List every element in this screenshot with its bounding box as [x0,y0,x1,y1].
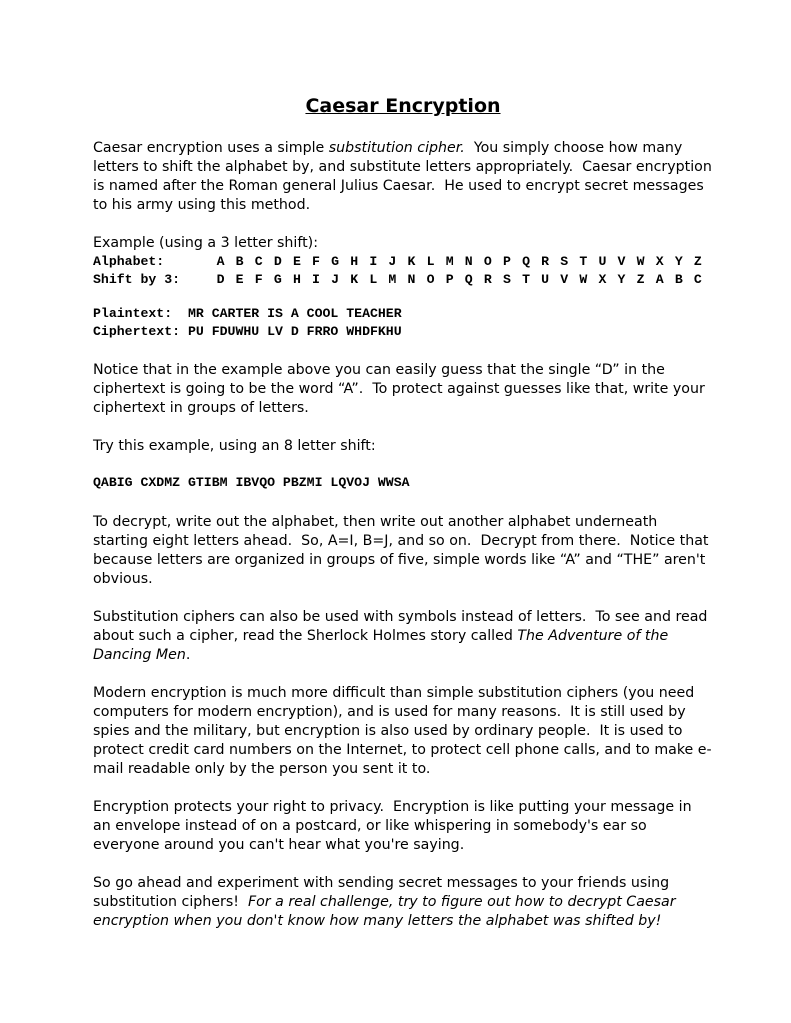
alphabet-letter: L [426,254,435,269]
shift-row-label: Shift by 3: [93,272,181,287]
alphabet-letter: F [312,254,320,269]
modern-paragraph: Modern encryption is much more difficult than simple substitution ciphers (you need computers for modern encryption), and is used for many reasons. It is still used by spies and the military, but encryption is also used by ordinary people. It is used to protect credit card numbers on the Internet, to protect cell phone calls, and to make e-mail readable only by the person you sent it to. [93,685,712,777]
alphabet-letter: S [560,254,569,269]
shifted-letter: I [312,272,320,287]
alphabet-letter: J [388,254,397,269]
plaintext-ciphertext-block [93,305,713,341]
shifted-letter: F [254,272,263,287]
alphabet-letter: N [464,254,473,269]
symbols-paragraph [93,608,713,665]
symbols-text-2: . [185,647,191,663]
alphabet-letter: Q [522,254,530,269]
closing-paragraph [93,874,713,931]
alphabet-letter: X [655,254,664,269]
shifted-letter: T [522,272,530,287]
shifted-letter: B [674,272,683,287]
alphabet-row [93,253,713,271]
shifted-letter: V [560,272,569,287]
shift-letters [217,271,713,289]
symbols-text-1: Substitution ciphers can also be used with symbols instead of letters. To see and read about such a cipher, read the Sherlock Holmes story called [93,609,712,644]
shift-row [93,271,713,289]
shifted-letter: J [331,272,340,287]
shifted-letter: O [426,272,435,287]
alphabet-letter: O [483,254,492,269]
closing-text: So go ahead and experiment with sending secret messages to your friends using substitution ciphers! [93,875,674,910]
alphabet-letter: T [579,254,588,269]
shifted-letter: N [407,272,416,287]
alphabet-letter: R [541,254,550,269]
intro-text-1: Caesar encryption uses a simple [93,140,329,156]
alphabet-letter: B [235,254,244,269]
cipher-example: QABIG CXDMZ GTIBM IBVQO PBZMI LQVOJ WWSA [93,475,410,490]
shifted-letter: H [292,272,301,287]
decrypt-paragraph: To decrypt, write out the alphabet, then write out another alphabet underneath starting eight letters ahead. So, A=I, B=J, and so on. Decrypt from there. Notice that because letters are organized in groups of five, simple words like “A” and “THE” aren't obvious. [93,514,713,587]
ciphertext-line: Ciphertext: PU FDUWHU LV D FRRO WHDFKHU [93,324,402,339]
alphabet-letter: M [445,254,454,269]
alphabet-letter: E [292,254,301,269]
plaintext-line: Plaintext: MR CARTER IS A COOL TEACHER [93,306,402,321]
shifted-letter: M [388,272,397,287]
alphabet-letter: K [407,254,416,269]
alphabet-letter: Z [693,254,702,269]
alphabet-letter: V [617,254,626,269]
notice-paragraph: Notice that in the example above you can easily guess that the single “D” in the ciphertext is going to be the word “A”. To protect against guesses like that, write your ciphertext in groups of letters. [93,362,710,416]
intro-text-2: You simply choose how many letters to shift the alphabet by, and substitute letters appropriately. Caesar encryption is named after the Roman general Julius Caesar. He used to encrypt secret messages to his army using this method. [93,140,717,213]
alphabet-letter: Y [674,254,683,269]
shifted-letter: S [502,272,511,287]
alphabet-letter: C [254,254,263,269]
document-page [93,95,717,950]
closing-challenge: For a real challenge, try to figure out how to decrypt Caesar encryption when you don't know how many letters the alphabet was shifted by! [93,894,676,929]
example-label: Example (using a 3 letter shift): [93,235,318,251]
alphabet-letter: U [598,254,607,269]
alphabet-row-label: Alphabet: [93,254,165,269]
intro-paragraph [93,139,717,215]
privacy-paragraph: Encryption protects your right to privacy. Encryption is like putting your message in an envelope instead of on a postcard, or like whispering in somebody's ear so everyone around you can't hear what you're saying. [93,799,697,853]
shifted-letter: Z [636,272,645,287]
story-title: The Adventure of the Dancing Men [93,628,669,663]
shifted-letter: Y [617,272,626,287]
alphabet-letter: A [216,254,225,269]
shifted-letter: Q [464,272,473,287]
alphabet-letter: I [369,254,378,269]
shifted-letter: D [216,272,225,287]
shifted-letter: X [598,272,607,287]
shifted-letter: P [445,272,454,287]
shifted-letter: U [541,272,550,287]
alphabet-letter: G [331,254,340,269]
page-title: Caesar Encryption [305,95,501,117]
shifted-letter: W [579,272,588,287]
alphabet-letter: P [502,254,511,269]
shift-table [93,253,713,289]
alphabet-letters [217,253,713,271]
shifted-letter: G [273,272,282,287]
shifted-letter: L [369,272,378,287]
alphabet-letter: D [273,254,282,269]
shifted-letter: E [235,272,244,287]
shifted-letter: A [655,272,664,287]
shifted-letter: K [350,272,359,287]
try-paragraph: Try this example, using an 8 letter shift: [93,438,376,454]
intro-italic-term: substitution cipher. [328,140,465,156]
shifted-letter: R [483,272,492,287]
alphabet-letter: W [636,254,645,269]
shifted-letter: C [693,272,702,287]
alphabet-letter: H [350,254,359,269]
